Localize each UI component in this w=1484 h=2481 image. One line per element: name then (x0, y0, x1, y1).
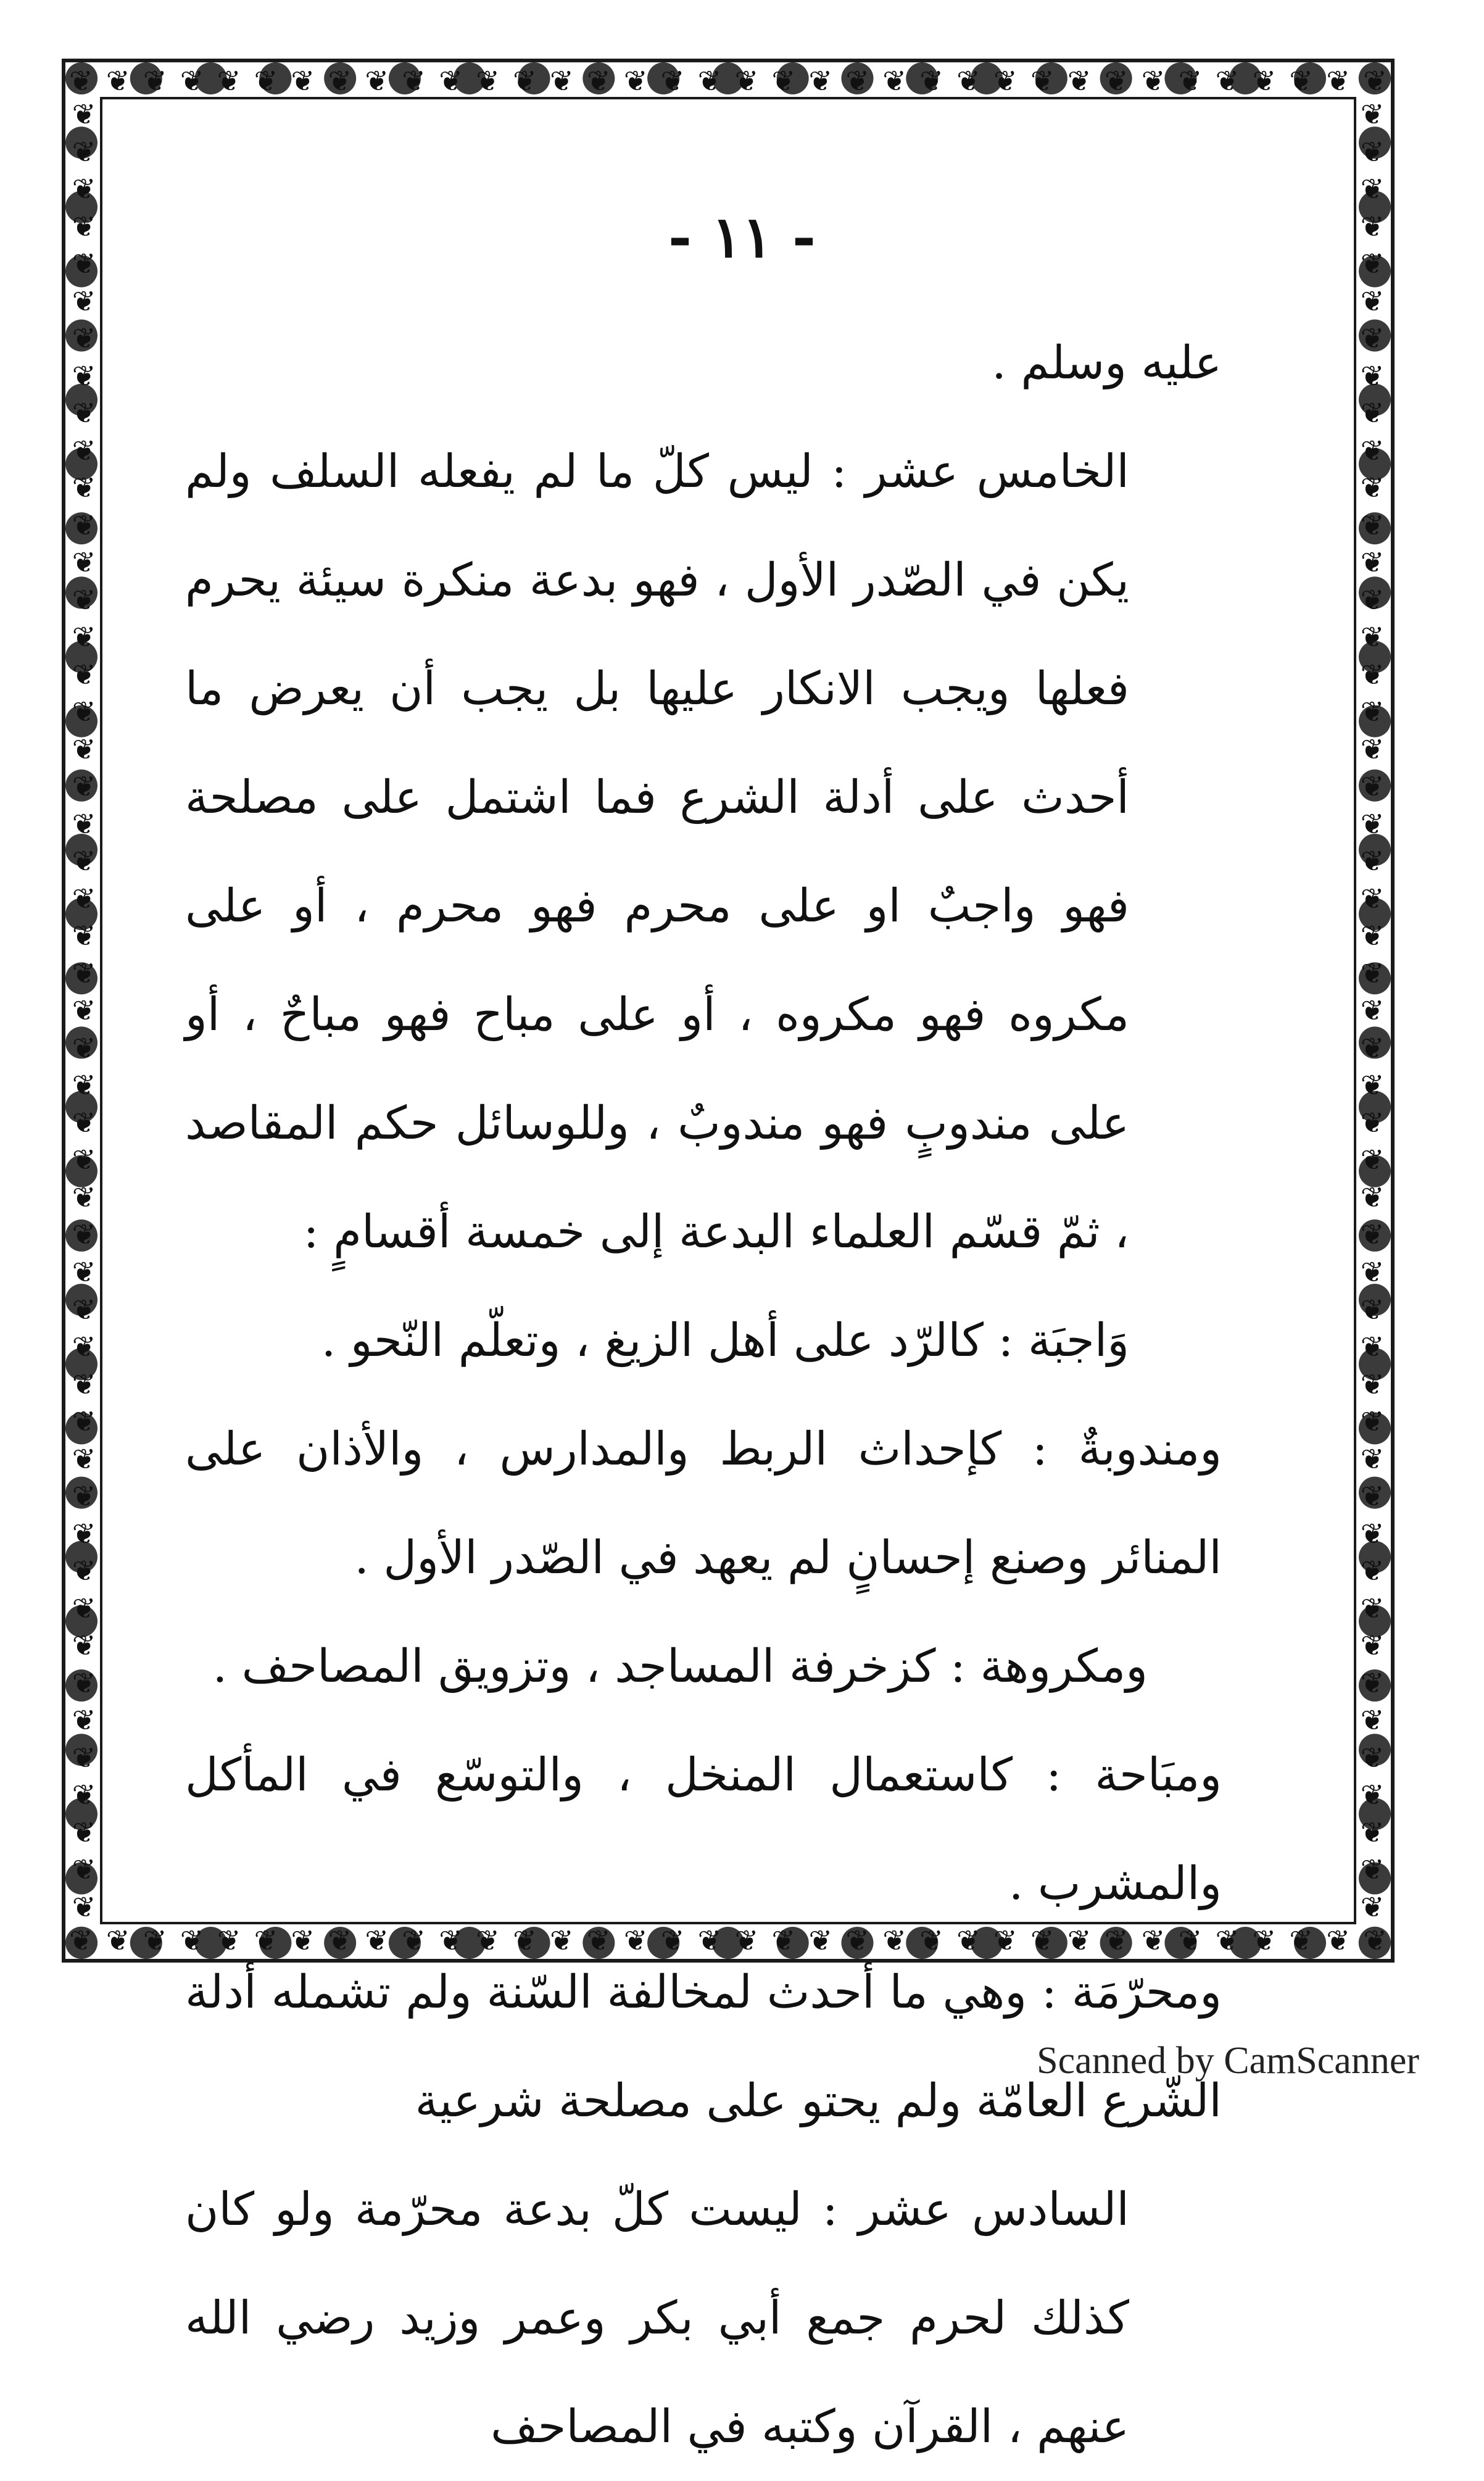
border-ornament-glyph: ❦ (1360, 919, 1385, 953)
border-ornament-glyph: ❦ (1360, 1405, 1385, 1439)
border-ornament-glyph: ❦ (365, 1924, 389, 1957)
border-ornament-glyph: ❦ (402, 1924, 426, 1957)
page-body (185, 309, 1222, 2481)
border-ornament-glyph: ❦ (1252, 1924, 1277, 1957)
border-ornament-glyph: ❦ (476, 64, 500, 98)
border-ornament-glyph: ❦ (1360, 209, 1385, 243)
border-ornament-glyph: ❦ (72, 1367, 96, 1401)
border-ornament-glyph: ❦ (1360, 1591, 1385, 1625)
border-ornament-glyph: ❦ (72, 1853, 96, 1887)
border-ornament-glyph: ❦ (72, 546, 96, 580)
border-ornament-glyph: ❦ (1030, 1924, 1055, 1957)
border-ornament-glyph: ❦ (328, 64, 352, 98)
border-ornament-glyph: ❦ (1326, 64, 1350, 98)
border-ornament-glyph: ❦ (72, 1479, 96, 1513)
border-ornament-glyph: ❦ (72, 695, 96, 729)
border-ornament-glyph: ❦ (72, 657, 96, 691)
border-ornament-glyph: ❦ (106, 64, 130, 98)
border-ornament-glyph: ❦ (72, 844, 96, 878)
border-ornament-glyph: ❦ (72, 1629, 96, 1663)
border-ornament-glyph: ❦ (72, 1591, 96, 1625)
border-ornament-glyph: ❦ (439, 64, 463, 98)
border-ornament-glyph: ❦ (72, 247, 96, 281)
border-ornament-glyph: ❦ (1360, 881, 1385, 915)
border-ornament-glyph: ❦ (1360, 284, 1385, 318)
border-ornament-glyph: ❦ (1360, 732, 1385, 766)
border-ornament-glyph: ❦ (956, 1924, 980, 1957)
border-ornament-glyph: ❦ (1360, 844, 1385, 878)
border-ornament-glyph: ❦ (143, 1924, 167, 1957)
border-ornament-glyph: ❦ (771, 1924, 796, 1957)
border-ornament-glyph: ❦ (1360, 359, 1385, 393)
border-ornament-glyph: ❦ (180, 1924, 204, 1957)
border-ornament-glyph: ❦ (72, 1143, 96, 1177)
border-ornament-glyph: ❦ (845, 1924, 869, 1957)
border-ornament-glyph: ❦ (1360, 807, 1385, 841)
border-ornament-glyph: ❦ (1360, 322, 1385, 355)
border-ornament-glyph: ❦ (72, 1666, 96, 1700)
border-ornament-glyph: ❦ (72, 284, 96, 318)
border-ornament-glyph: ❦ (402, 64, 426, 98)
border-ornament-glyph: ❦ (1360, 956, 1385, 990)
border-ornament-glyph: ❦ (697, 64, 722, 98)
border-ornament-glyph: ❦ (291, 1924, 315, 1957)
border-ornament-glyph: ❦ (1360, 471, 1385, 505)
border-ornament-glyph: ❦ (72, 1218, 96, 1252)
border-ornament-glyph: ❦ (1360, 1479, 1385, 1513)
border-ornament-glyph: ❦ (1360, 1218, 1385, 1252)
border-ornament-glyph: ❦ (1104, 64, 1129, 98)
border-ornament-glyph: ❦ (1326, 1924, 1350, 1957)
paragraph-fifteenth: الخامس عشر : ليس كلّ ما لم يفعله السلف ولم يكن في الصّدر الأول ، فهو بدعة منكرة سيئة يحرم فعلها ويجب الانكار عليها بل يجب أن يعرض ما أحدث على أدلة الشرع فما اشتمل على مصلحة فهو واجبٌ او على محرم فهو محرم ، أو على مكروه فهو مكروه ، أو على مباح فهو مباحٌ ، أو على مندوبٍ فهو مندوبٌ ، وللوسائل حكم المقاصد ، ثمّ قسّم العلماء البدعة إلى خمسة أقسامٍ : (185, 445, 1129, 1258)
border-ornament-glyph: ❦ (1360, 620, 1385, 654)
border-ornament-glyph: ❦ (1067, 1924, 1092, 1957)
border-ornament-glyph: ❦ (72, 98, 96, 131)
border-ornament-glyph: ❦ (882, 64, 906, 98)
border-ornament-glyph: ❦ (72, 1815, 96, 1849)
border-ornament-glyph: ❦ (1252, 64, 1277, 98)
border-ornament-glyph: ❦ (72, 807, 96, 841)
border-ornament-glyph: ❦ (69, 1924, 93, 1957)
border-ornament-glyph: ❦ (1360, 1666, 1385, 1700)
border-ornament-glyph: ❦ (1360, 396, 1385, 430)
paragraph-opening: عليه وسلم . (992, 336, 1222, 389)
border-ornament-glyph: ❦ (72, 396, 96, 430)
border-ornament-glyph: ❦ (1360, 1890, 1385, 1924)
border-ornament-glyph: ❦ (734, 1924, 759, 1957)
border-ornament-glyph: ❦ (1141, 64, 1166, 98)
border-ornament-glyph: ❦ (72, 1105, 96, 1139)
border-ornament-glyph: ❦ (72, 1442, 96, 1476)
border-ornament-glyph: ❦ (72, 209, 96, 243)
border-ornament-glyph: ❦ (623, 64, 648, 98)
border-ornament-glyph: ❦ (72, 471, 96, 505)
border-ornament-glyph: ❦ (734, 64, 759, 98)
border-ornament-glyph: ❦ (72, 172, 96, 206)
border-ornament-glyph: ❦ (217, 64, 241, 98)
border-ornament-glyph: ❦ (586, 64, 611, 98)
border-ornament-glyph: ❦ (1360, 1703, 1385, 1737)
border-ornament-glyph: ❦ (808, 64, 832, 98)
border-ornament-glyph: ❦ (1178, 64, 1203, 98)
border-ornament-glyph: ❦ (1360, 657, 1385, 691)
border-ornament-glyph: ❦ (72, 1180, 96, 1214)
border-ornament-glyph: ❦ (1360, 172, 1385, 206)
border-ornament-glyph: ❦ (1360, 508, 1385, 542)
border-ornament-glyph: ❦ (476, 1924, 500, 1957)
border-ornament-glyph: ❦ (1360, 247, 1385, 281)
border-ornament-glyph: ❦ (72, 1740, 96, 1774)
border-ornament-glyph: ❦ (72, 1330, 96, 1364)
border-ornament-glyph: ❦ (1360, 98, 1385, 131)
border-ornament-glyph: ❦ (956, 64, 980, 98)
border-ornament-glyph: ❦ (1215, 64, 1240, 98)
paragraph-sixteenth: السادس عشر : ليست كلّ بدعة محرّمة ولو كان كذلك لحرم جمع أبي بكر وعمر وزيد رضي الله عنهم ، القرآن وكتبه في المصاحف (185, 2183, 1129, 2453)
border-ornament-glyph: ❦ (1360, 1442, 1385, 1476)
border-ornament-glyph: ❦ (72, 956, 96, 990)
border-ornament-glyph: ❦ (72, 1516, 96, 1550)
border-ornament-glyph: ❦ (1289, 64, 1313, 98)
border-ornament-glyph: ❦ (586, 1924, 611, 1957)
border-ornament-top (69, 62, 1387, 99)
border-ornament-glyph: ❦ (72, 994, 96, 1028)
border-ornament-glyph: ❦ (993, 64, 1018, 98)
paragraph-obligatory: وَاجبَة : كالرّد على أهل الزيغ ، وتعلّم النّحو . (321, 1314, 1129, 1367)
border-ornament-glyph: ❦ (919, 1924, 943, 1957)
border-ornament-glyph: ❦ (1178, 1924, 1203, 1957)
border-ornament-glyph: ❦ (72, 1405, 96, 1439)
border-ornament-glyph: ❦ (1360, 1292, 1385, 1326)
border-ornament-glyph: ❦ (1067, 64, 1092, 98)
border-ornament-glyph: ❦ (217, 1924, 241, 1957)
border-ornament-glyph: ❦ (72, 620, 96, 654)
border-ornament-glyph: ❦ (69, 64, 93, 98)
border-ornament-glyph: ❦ (254, 64, 278, 98)
border-ornament-glyph: ❦ (1360, 135, 1385, 168)
border-ornament-glyph: ❦ (72, 1292, 96, 1326)
border-ornament-glyph: ❦ (1104, 1924, 1129, 1957)
border-ornament-glyph: ❦ (1030, 64, 1055, 98)
border-ornament-glyph: ❦ (919, 64, 943, 98)
paragraph-forbidden: ومحرّمَة : وهي ما أحدث لمخالفة السّنة ولم تشمله أدلة الشّرع العامّة ولم يحتو على مصلحة شرعية (185, 1966, 1222, 2127)
border-ornament-glyph: ❦ (72, 1554, 96, 1588)
border-ornament-glyph: ❦ (365, 64, 389, 98)
paragraph-recommended: ومندوبةٌ : كإحداث الربط والمدارس ، والأذان على المنائر وصنع إحسانٍ لم يعهد في الصّدر الأول . (185, 1423, 1222, 1584)
border-ornament-right (1354, 96, 1391, 1926)
border-ornament-glyph: ❦ (1360, 1778, 1385, 1812)
scanner-watermark: Scanned by CamScanner (1037, 2040, 1419, 2082)
border-ornament-glyph: ❦ (1360, 1554, 1385, 1588)
border-ornament-glyph: ❦ (72, 433, 96, 467)
border-ornament-glyph: ❦ (1360, 1330, 1385, 1364)
border-ornament-glyph: ❦ (513, 1924, 537, 1957)
border-ornament-glyph: ❦ (882, 1924, 906, 1957)
border-ornament-glyph: ❦ (72, 1068, 96, 1102)
border-ornament-glyph: ❦ (697, 1924, 722, 1957)
border-ornament-left (65, 96, 102, 1926)
border-ornament-glyph: ❦ (72, 583, 96, 617)
border-ornament-glyph: ❦ (72, 1778, 96, 1812)
border-ornament-glyph: ❦ (549, 64, 574, 98)
border-ornament-glyph: ❦ (72, 732, 96, 766)
border-ornament-glyph: ❦ (660, 64, 685, 98)
border-ornament-glyph: ❦ (1360, 1815, 1385, 1849)
border-ornament-glyph: ❦ (72, 322, 96, 355)
border-ornament-glyph: ❦ (254, 1924, 278, 1957)
border-ornament-glyph: ❦ (1360, 994, 1385, 1028)
border-ornament-glyph: ❦ (1360, 1105, 1385, 1139)
border-ornament-glyph: ❦ (72, 1890, 96, 1924)
border-ornament-glyph: ❦ (1289, 1924, 1313, 1957)
border-ornament-glyph: ❦ (1360, 695, 1385, 729)
border-ornament-glyph: ❦ (1360, 1143, 1385, 1177)
border-ornament-glyph: ❦ (72, 135, 96, 168)
border-ornament-glyph: ❦ (143, 64, 167, 98)
border-ornament-glyph: ❦ (1363, 64, 1387, 98)
border-ornament-glyph: ❦ (549, 1924, 574, 1957)
border-ornament-glyph: ❦ (1215, 1924, 1240, 1957)
border-ornament-glyph: ❦ (1360, 1255, 1385, 1289)
border-ornament-glyph: ❦ (1360, 546, 1385, 580)
border-ornament-glyph: ❦ (72, 1255, 96, 1289)
paragraph-disliked: ومكروهة : كزخرفة المساجد ، وتزويق المصاحف . (212, 1640, 1148, 1693)
border-ornament-glyph: ❦ (1360, 1367, 1385, 1401)
border-ornament-glyph: ❦ (993, 1924, 1018, 1957)
border-ornament-glyph: ❦ (180, 64, 204, 98)
border-ornament-glyph: ❦ (72, 881, 96, 915)
border-ornament-glyph: ❦ (291, 64, 315, 98)
border-ornament-glyph: ❦ (1360, 1068, 1385, 1102)
border-ornament-glyph: ❦ (106, 1924, 130, 1957)
border-ornament-glyph: ❦ (1363, 1924, 1387, 1957)
border-ornament-glyph: ❦ (1360, 1516, 1385, 1550)
paragraph-permissible: ومبَاحة : كاستعمال المنخل ، والتوسّع في المأكل والمشرب . (185, 1748, 1222, 1910)
border-ornament-glyph: ❦ (72, 508, 96, 542)
border-ornament-glyph: ❦ (1360, 1853, 1385, 1887)
border-ornament-glyph: ❦ (771, 64, 796, 98)
border-ornament-glyph: ❦ (72, 919, 96, 953)
border-ornament-glyph: ❦ (439, 1924, 463, 1957)
border-ornament-glyph: ❦ (808, 1924, 832, 1957)
border-ornament-glyph: ❦ (72, 1031, 96, 1065)
border-ornament-glyph: ❦ (1360, 770, 1385, 804)
border-ornament-glyph: ❦ (328, 1924, 352, 1957)
border-ornament-glyph: ❦ (72, 1703, 96, 1737)
border-ornament-glyph: ❦ (660, 1924, 685, 1957)
border-ornament-glyph: ❦ (1141, 1924, 1166, 1957)
page-number: - ١١ - (668, 204, 816, 270)
border-ornament-glyph: ❦ (1360, 583, 1385, 617)
border-ornament-glyph: ❦ (1360, 1180, 1385, 1214)
border-ornament-glyph: ❦ (845, 64, 869, 98)
border-ornament-glyph: ❦ (72, 359, 96, 393)
border-ornament-glyph: ❦ (513, 64, 537, 98)
border-ornament-glyph: ❦ (1360, 433, 1385, 467)
border-ornament-glyph: ❦ (72, 770, 96, 804)
border-ornament-glyph: ❦ (1360, 1629, 1385, 1663)
border-ornament-glyph: ❦ (623, 1924, 648, 1957)
border-ornament-glyph: ❦ (1360, 1031, 1385, 1065)
border-ornament-glyph: ❦ (1360, 1740, 1385, 1774)
